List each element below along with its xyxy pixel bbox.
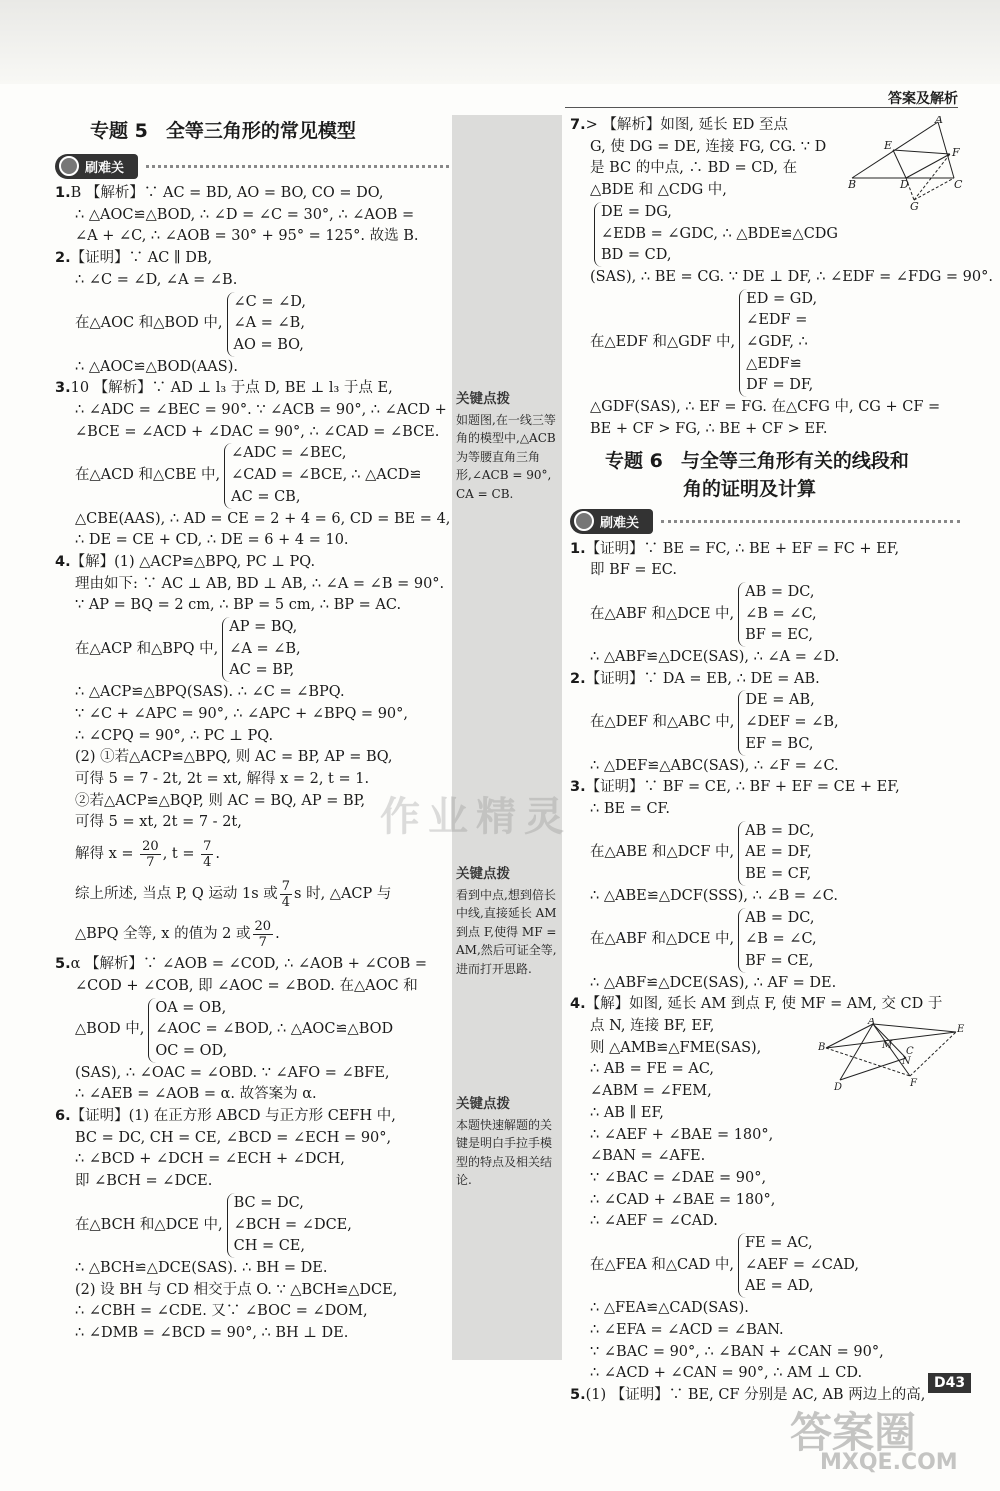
system-brace [738,908,817,973]
answer-line [55,976,455,998]
banner-label: 刷难关 [55,154,138,179]
system-brace [738,690,838,755]
fraction [140,839,161,870]
system-brace [594,202,838,267]
equation-system [55,617,455,682]
system-label: 在△ABF 和△DCE 中, [590,605,735,622]
answer-text: ②若△ACP≌△BQP, 则 AC = BQ, AP = BP, [75,792,366,809]
answer-text: ∴ ∠CBH = ∠CDE. 又∵ ∠BOC = ∠DOM, [75,1303,368,1320]
answer-text: ∴ △ACP≌△BPQ(SAS). ∴ ∠C = ∠BPQ. [75,684,345,701]
right-answers-top [570,115,993,441]
system-label: 在△ABF 和△DCE 中, [590,931,735,948]
answer-text: (2) 设 BH 与 CD 相交于点 O. ∵ △BCH≌△DCE, [75,1281,398,1298]
fraction-mid: . [275,926,280,943]
question-line [55,954,455,976]
system-row: ∠A = ∠B, [229,640,301,657]
system-row: AB = DC, [745,583,815,600]
answer-text: ∴ △FEA≌△CAD(SAS). [590,1300,749,1317]
header-rule [565,107,958,108]
numerator: 7 [281,878,291,894]
question-line [55,552,455,574]
system-row: ∠A = ∠B, [233,315,305,332]
fig4-label-n: N [902,1056,911,1067]
fraction-prefix: △BPQ 全等, x 的值为 2 或 [75,926,251,943]
system-row: BE = CF, [745,866,812,883]
answer-text: BE + CF > FG, ∴ BE + CF > EF. [590,420,828,437]
topic6-number: 专题 6 [605,449,663,472]
question-line [55,378,455,400]
answer-text: ∴ ∠BCD + ∠DCH = ∠ECH + ∠DCH, [75,1151,345,1168]
system-row: ∠DEF = ∠B, [745,714,839,731]
header-label: 答案及解析 [888,91,958,107]
answer-text: 10 【解析】∵ AD ⊥ l₃ 于点 D, BE ⊥ l₃ 于点 E, [70,380,393,397]
answer-text: B 【解析】∵ AC = BD, AO = BO, CO = DO, [70,185,384,201]
answer-text: ∴ △ABE≌△DCF(SSS), ∴ ∠B = ∠C. [590,887,838,904]
answer-text: ∴ △BCH≌△DCE(SAS). ∴ BH = DE. [75,1259,328,1276]
tip-2-title: 关键点拨 [456,866,510,882]
answer-text: 【证明】∵ BF = CE, ∴ BF + EF = CE + EF, [585,779,900,796]
answer-text: ∵ ∠BAC = 90°, ∴ ∠BAN + ∠CAN = 90°, [590,1343,884,1360]
question-number: 5. [55,956,71,973]
system-row: BF = CE, [745,952,814,969]
numerator: 7 [203,838,212,854]
question-number: 1. [55,185,71,201]
fig7-label-g: G [910,200,919,211]
system-row: BC = DC, [233,1194,304,1211]
system-row: ∠ADC = ∠BEC, [231,445,347,462]
answer-text: (SAS), ∴ ∠OAC = ∠OBD. ∵ ∠AFO = ∠BFE, [75,1064,390,1081]
fraction-mid: , t = [162,846,200,863]
denominator: 4 [203,854,212,870]
system-brace [738,582,817,647]
figure-q4 [818,1018,968,1093]
system-row: OA = OB, [155,999,227,1016]
question-line [570,669,960,691]
system-brace [227,1193,352,1258]
system-label: 在△ABE 和△DCF 中, [590,844,735,861]
answer-line [55,1171,455,1193]
answer-text: 【证明】(1) 在正方形 ABCD 与正方形 CEFH 中, [70,1108,396,1125]
system-row: DE = DG, [601,203,672,220]
answer-line [55,1258,455,1280]
answer-text: 即 ∠BCH = ∠DCE. [75,1173,213,1190]
answer-line [570,1168,960,1190]
system-row: AE = DF, [745,844,812,861]
question-number: 7. [570,117,586,133]
answer-line [570,1125,960,1147]
system-row: ∠BCH = ∠DCE, [233,1216,352,1233]
answer-line [570,419,850,441]
page-number: D43 [928,1373,971,1393]
answer-line [55,595,455,617]
system-row: AE = AD, [744,1278,814,1295]
key-tips-column [452,115,562,1360]
answer-text: ∵ ∠BAC = ∠DAE = 90°, [590,1169,767,1186]
fig4-label-e: E [957,1024,965,1035]
answer-line [570,1363,960,1385]
system-row: ∠B = ∠C, [745,605,817,622]
answer-text: 【证明】∵ BE = FC, ∴ BE + EF = FC + EF, [585,540,900,557]
answer-line [570,180,850,202]
system-row: ∠AEF = ∠CAD, [744,1256,860,1273]
system-brace [148,998,273,1063]
answer-line [55,747,455,769]
answer-text: ∠ABM = ∠FEM, [590,1083,712,1100]
banner-topic5 [55,153,455,179]
answer-line [570,1146,960,1168]
equation-system [55,443,455,508]
denominator: 7 [258,934,267,950]
numerator: 20 [142,838,159,854]
answer-line [570,1211,960,1233]
question-line [570,539,960,561]
fig4-label-m: M [882,1040,893,1051]
answer-text: ∠A + ∠C, ∴ ∠AOB = 30° + 95° = 125°. 故选 B. [75,228,419,245]
fraction-prefix: 综上所述, 当点 P, Q 运动 1s 或 [75,886,278,903]
answer-line [55,400,455,422]
answer-text: △CBE(AAS), ∴ AD = CE = 2 + 4 = 6, CD = BE = 4, [75,510,451,527]
fraction-prefix: 解得 x = [75,846,139,863]
answer-line [570,647,960,669]
watermark-chars: 作业精灵 [380,794,572,840]
answer-text: 【证明】∵ DA = EB, ∴ DE = AB. [585,670,820,687]
figure-q7 [848,116,963,211]
system-row: AC = CB, [231,488,301,505]
answer-text: 即 BF = EC. [590,562,677,579]
system-row: BF = EC, [745,627,813,644]
fig4-label-d: D [834,1082,843,1093]
denominator: 7 [146,854,155,870]
fraction-line [55,874,455,914]
system-label: 在△EDF 和△GDF 中, [590,334,736,351]
answer-line [55,509,455,531]
answer-line [570,1320,960,1342]
fig4-label-f: F [910,1078,917,1089]
equation-system [570,202,850,267]
tip-1-title: 关键点拨 [456,391,510,407]
answer-line [55,1301,455,1323]
question-line [570,115,850,137]
system-label: △BOD 中, [75,1021,145,1038]
answer-text: ∴ ∠AEF = ∠CAD. [590,1213,718,1230]
system-row: AC = BP, [229,662,295,679]
answer-text: ∴ ∠DMB = ∠BCD = 90°, ∴ BH ⊥ DE. [75,1325,349,1342]
system-label: 在△DEF 和△ABC 中, [590,714,735,731]
fig4-label-c: C [906,1046,914,1057]
answer-line [570,267,993,289]
fraction-line [55,914,455,954]
answer-text: 点 N, 连接 BF, EF, [590,1018,715,1035]
question-line [55,183,455,205]
equation-system [570,582,960,647]
answer-line [570,560,960,582]
right-column [570,115,993,1407]
system-after: ∴ △AOC≌△BOD [276,1021,394,1038]
answer-text: ∴ AB ∥ EF, [590,1104,664,1121]
answer-line [55,1084,455,1106]
answer-line [55,357,455,379]
fig4-label-a: A [868,1018,876,1027]
system-row: OC = OD, [155,1042,228,1059]
answer-text: 则 △AMB≌△FME(SAS), [590,1039,762,1056]
watermark-logo: 答案圈 [790,1408,917,1457]
question-number: 4. [55,553,71,570]
question-number: 1. [570,540,586,557]
answer-text: (2) ①若△ACP≌△BPQ, 则 AC = BP, AP = BQ, [75,749,393,766]
equation-system [570,908,960,973]
tip-2 [456,865,560,978]
topic5-number: 专题 5 [90,120,148,142]
answer-text: ∴ △ABF≌△DCE(SAS), ∴ AF = DE. [590,974,837,991]
answer-text: 是 BC 的中点, ∴ BD = CD, 在 [590,160,798,177]
system-row: CH = CE, [233,1238,306,1255]
fig7-label-a: A [935,116,943,126]
topic6-text2: 角的证明及计算 [683,477,817,500]
question-number: 5. [570,1386,586,1403]
question-number: 3. [570,779,586,796]
answer-text: ∴ △AOC≌△BOD(AAS). [75,358,238,375]
tip-1-text: 如题图,在一线三等角的模型中,△ACB 为等腰直角三角形,∠ACB = 90°, CA = CB. [456,412,556,501]
answer-text: ∵ AP = BQ = 2 cm, ∴ BP = 5 cm, ∴ BP = AC. [75,597,402,614]
answer-line [55,270,455,292]
answer-line [570,756,960,778]
answer-text: ∴ △ABF≌△DCE(SAS), ∴ ∠A = ∠D. [590,649,840,666]
topic5-title [55,115,455,147]
banner-label-2: 刷难关 [570,509,653,534]
fraction [201,839,213,870]
answer-line [55,726,455,748]
question-number: 3. [55,380,71,397]
answer-text: 【解】(1) △ACP≌△BPQ, PC ⊥ PQ. [70,553,316,570]
equation-system [55,292,455,357]
fig7-label-b: B [848,178,857,191]
system-brace [224,443,347,508]
system-brace [227,292,306,357]
system-row: EF = BC, [745,735,814,752]
system-label: 在△BCH 和△DCE 中, [75,1216,223,1233]
answer-line [570,158,850,180]
system-row: FE = AC, [744,1235,813,1252]
answer-text: 【证明】∵ AC ∥ DB, [70,250,213,267]
answer-line [570,397,941,419]
answer-line [570,1103,960,1125]
answer-text: ∴ BE = CF. [590,800,670,817]
system-label: 在△ACP 和△BPQ 中, [75,640,219,657]
answer-text: ∴ ∠ADC = ∠BEC = 90°. ∵ ∠ACB = 90°, ∴ ∠ACD + [75,402,447,419]
system-row: BD = CD, [601,247,672,264]
system-row: DF = DF, [746,377,814,394]
answer-line [55,1128,455,1150]
question-number: 2. [55,250,71,267]
banner-topic6 [570,509,960,535]
system-label: 在△AOC 和△BOD 中, [75,315,223,332]
fraction-suffix: . [215,846,221,863]
system-row: DE = AB, [745,692,815,709]
answer-text: (SAS), ∴ BE = CG. ∵ DE ⊥ DF, ∴ ∠EDF = ∠FDG = 90°. [590,268,993,285]
topic6-text1: 与全等三角形有关的线段和 [680,449,909,472]
answer-text: ∴ ∠ACD + ∠CAN = 90°, ∴ AM ⊥ CD. [590,1365,863,1382]
fig4-label-b: B [818,1042,826,1053]
answer-line [55,1323,455,1345]
system-row: ∠CAD = ∠BCE, [231,467,348,484]
answer-text: ∵ ∠C + ∠APC = 90°, ∴ ∠APC + ∠BPQ = 90°, [75,705,409,722]
answer-line [570,1190,960,1212]
left-answers [55,183,455,1345]
answer-text: ∴ ∠AEF + ∠BAE = 180°, [590,1126,774,1143]
answer-text: △GDF(SAS), ∴ EF = FG. 在△CFG 中, CG + CF = [590,399,941,416]
system-row: ∠AOC = ∠BOD, [155,1021,273,1038]
equation-system [570,289,850,398]
banner-dots [146,165,455,168]
tip-3-title: 关键点拨 [456,1096,510,1112]
answer-line [570,886,960,908]
fig7-label-c: C [954,178,963,191]
answer-text: △BDE 和 △CDG 中, [590,182,727,199]
answer-line [55,682,455,704]
fraction-mid: s 时, △ACP 与 [294,886,392,903]
answer-text: ∴ AB = FE = AC, [590,1061,715,1078]
equation-system [55,998,455,1063]
answer-line [55,1063,455,1085]
answer-text: ∴ △AOC≌△BOD, ∴ ∠D = ∠C = 30°, ∴ ∠AOB = [75,206,415,223]
fraction [280,879,292,910]
answer-line [55,530,455,552]
system-row: AO = BO, [233,336,304,353]
system-row: ∠C = ∠D, [233,293,307,310]
system-brace [222,617,300,682]
fig7-label-e: E [884,139,893,152]
question-number: 4. [570,996,586,1013]
answer-text: ∴ ∠CAD + ∠BAE = 180°, [590,1191,776,1208]
answer-text: ∠COD + ∠COB, 即 ∠AOC = ∠BOD. 在△AOC 和 [75,977,418,994]
left-column [55,115,455,1345]
equation-system [570,1233,960,1298]
answer-text: BC = DC, CH = CE, ∠BCD = ∠ECH = 90°, [75,1129,392,1146]
answer-text: ∴ DE = CE + CD, ∴ DE = 6 + 4 = 10. [75,532,349,549]
answer-line [55,422,455,444]
watermark-site: MXQE.COM [820,1450,958,1475]
banner-dots-2 [661,520,960,523]
tip-2-text: 看到中点,想到倍长中线,直接延长 AM 到点 F,使得 MF = AM,然后可证全等,进而打开思路. [456,887,557,976]
question-number: 6. [55,1108,71,1125]
tip-1 [456,390,560,503]
system-row: ∠EDF = ∠GDF, ∴ △EDF≌ [746,312,808,372]
answer-line [55,704,455,726]
answer-text: ∴ ∠AEB = ∠AOB = α. 故答案为 α. [75,1086,317,1103]
answer-line [55,226,455,248]
system-brace [738,1233,859,1298]
answer-text: 【解】如图, 延长 AM 到点 F, 使 MF = AM, 交 CD 于 [585,996,943,1013]
answer-line [55,1280,455,1302]
answer-line [570,973,960,995]
system-after: ∴ △ACD≌ [351,467,422,484]
answer-text: 理由如下: ∵ AC ⊥ AB, BD ⊥ AB, ∴ ∠A = ∠B = 90°. [75,575,445,592]
topic6-title [570,447,960,503]
fig7-label-f: F [952,146,960,159]
tip-3 [456,1095,560,1190]
answer-line [55,574,455,596]
system-row: ED = GD, [746,290,818,307]
answer-text: ∴ ∠CPQ = 90°, ∴ PC ⊥ PQ. [75,727,274,744]
answer-text: 可得 5 = 7 - 2t, 2t = xt, 解得 x = 2, t = 1. [75,770,370,787]
question-line [570,994,960,1016]
answer-text: 可得 5 = xt, 2t = 7 - 2t, [75,814,242,831]
tip-3-text: 本题快速解题的关键是明白手拉手模型的特点及相关结论. [456,1117,553,1187]
topic5-text: 全等三角形的常见模型 [165,120,356,142]
scan-top-strip [0,0,1000,84]
equation-system [570,690,960,755]
answer-line [55,1149,455,1171]
answer-text: ∴ ∠EFA = ∠ACD = ∠BAN. [590,1321,784,1338]
answer-text: ∴ △DEF≌△ABC(SAS), ∴ ∠F = ∠C. [590,757,839,774]
system-label: 在△ACD 和△CBE 中, [75,467,221,484]
system-row: AB = DC, [745,909,815,926]
system-row: ∠EDB = ∠GDC, ∴ △BDE≌△CDG [601,225,838,242]
system-row: ∠B = ∠C, [745,931,817,948]
denominator: 4 [281,894,291,910]
question-line [570,777,960,799]
equation-system [570,821,960,886]
fraction [253,919,274,950]
system-label: 在△FEA 和△CAD 中, [590,1256,734,1273]
question-number: 2. [570,670,586,687]
right-answers-bottom [570,539,960,1407]
system-brace [739,289,846,398]
equation-system [55,1193,455,1258]
fig7-label-d: D [900,178,909,191]
answer-text: ∠BCE = ∠ACD + ∠DAC = 90°, ∴ ∠CAD = ∠BCE. [75,423,440,440]
answer-text: (1) 【证明】∵ BE, CF 分别是 AC, AB 两边上的高, [585,1386,926,1403]
answer-line [55,205,455,227]
answer-text: > 【解析】如图, 延长 ED 至点 [585,117,789,133]
answer-line [570,137,850,159]
answer-text: ∠BAN = ∠AFE. [590,1148,706,1165]
answer-line [570,1298,960,1320]
answer-text: G, 使 DG = DE, 连接 FG, CG. ∵ D [590,138,827,155]
system-row: AP = BQ, [229,619,298,636]
question-line [55,248,455,270]
question-line [55,1106,455,1128]
numerator: 20 [254,918,272,934]
answer-text: α 【解析】∵ ∠AOB = ∠COD, ∴ ∠AOB + ∠COB = [70,956,428,973]
answer-text: ∴ ∠C = ∠D, ∠A = ∠B. [75,271,238,288]
system-brace [738,821,814,886]
answer-line [570,1342,960,1364]
system-row: AB = DC, [745,822,815,839]
answer-line [570,799,960,821]
